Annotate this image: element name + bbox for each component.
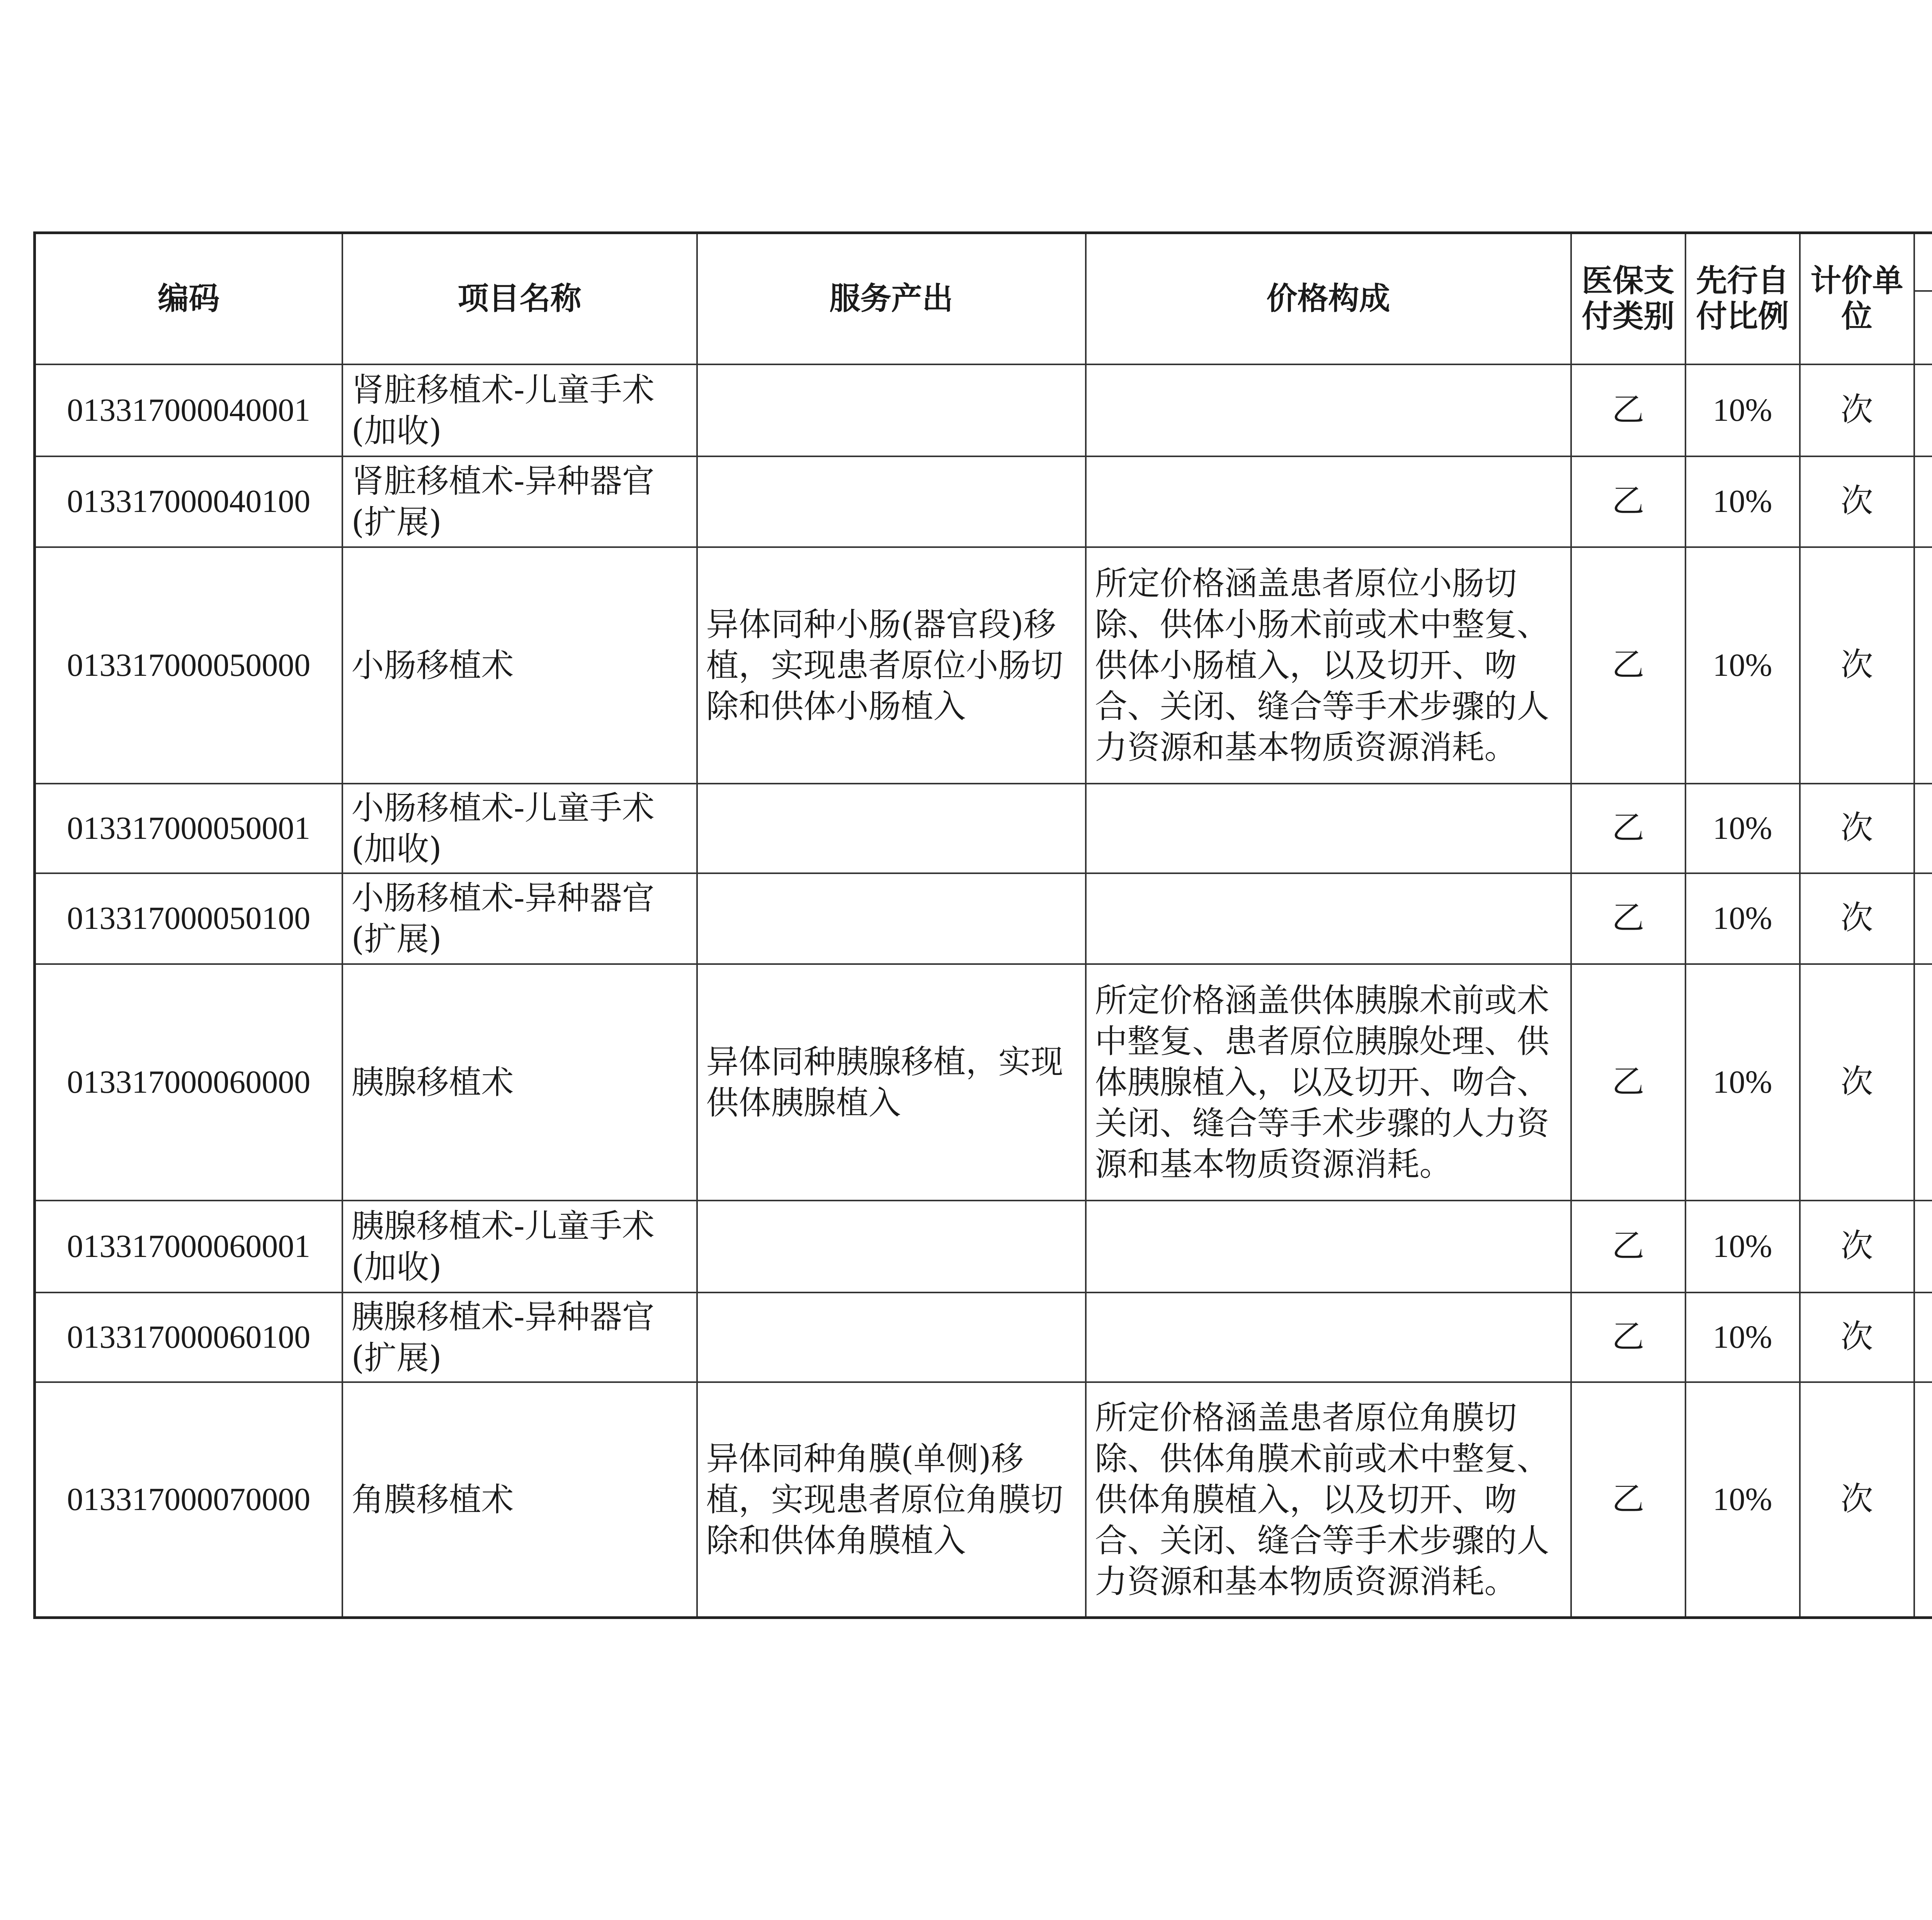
header-composition: 价格构成 [1086,233,1571,364]
table-row [35,784,1932,873]
cell-name: 小肠移植术-儿童手术(加收) [342,784,697,873]
cell-code: 013317000040100 [35,456,342,547]
cell-name: 胰腺移植术 [342,964,697,1201]
cell-code: 013317000070000 [35,1382,342,1618]
cell-composition: 所定价格涵盖供体胰腺术前或术中整复、患者原位胰腺处理、供体胰腺植入，以及切开、吻合、关闭、缝合等手术步骤的人力资源和基本物质资源消耗。 [1086,964,1571,1201]
cell-code: 013317000050000 [35,547,342,784]
cell-composition: 所定价格涵盖患者原位小肠切除、供体小肠术前或术中整复、供体小肠植入，以及切开、吻合、关闭、缝合等手术步骤的人力资源和基本物质资源消耗。 [1086,547,1571,784]
cell-tier3-price [1914,873,1932,964]
cell-name: 肾脏移植术-儿童手术(加收) [342,364,697,456]
header-code: 编码 [35,233,342,364]
cell-selfpay: 10% [1685,1201,1800,1292]
cell-unit: 次 [1800,1292,1914,1382]
cell-service: 异体同种胰腺移植，实现供体胰腺植入 [697,964,1086,1201]
header-insurance: 医保支付类别 [1571,233,1685,364]
cell-unit: 次 [1800,456,1914,547]
cell-name: 小肠移植术 [342,547,697,784]
cell-insurance: 乙 [1571,1382,1685,1618]
cell-composition [1086,456,1571,547]
cell-tier3-price [1914,964,1932,1201]
cell-name: 小肠移植术-异种器官(扩展) [342,873,697,964]
cell-unit: 次 [1800,547,1914,784]
cell-name: 胰腺移植术-儿童手术(加收) [342,1201,697,1292]
cell-composition [1086,1292,1571,1382]
cell-code: 013317000060100 [35,1292,342,1382]
cell-code: 013317000060000 [35,964,342,1201]
table-row [35,364,1932,456]
cell-tier3-price [1914,364,1932,456]
cell-insurance: 乙 [1571,364,1685,456]
cell-selfpay: 10% [1685,873,1800,964]
header-row [35,233,1932,291]
cell-service [697,456,1086,547]
cell-tier3-price [1914,784,1932,873]
cell-code: 013317000050001 [35,784,342,873]
header-unit: 计价单位 [1800,233,1914,364]
cell-unit: 次 [1800,1382,1914,1618]
table-row [35,964,1932,1201]
cell-unit: 次 [1800,1201,1914,1292]
cell-composition [1086,364,1571,456]
cell-service [697,364,1086,456]
cell-composition [1086,784,1571,873]
cell-service: 异体同种角膜(单侧)移植，实现患者原位角膜切除和供体角膜植入 [697,1382,1086,1618]
cell-insurance: 乙 [1571,964,1685,1201]
cell-tier3-price [1914,547,1932,784]
table-row [35,1382,1932,1618]
cell-name: 胰腺移植术-异种器官(扩展) [342,1292,697,1382]
cell-insurance: 乙 [1571,1201,1685,1292]
cell-service [697,1292,1086,1382]
cell-insurance: 乙 [1571,456,1685,547]
cell-composition [1086,1201,1571,1292]
table-row [35,1201,1932,1292]
cell-insurance: 乙 [1571,547,1685,784]
cell-service: 异体同种小肠(器官段)移植，实现患者原位小肠切除和供体小肠植入 [697,547,1086,784]
header-tier3 [1914,291,1932,364]
cell-selfpay: 10% [1685,364,1800,456]
price-table [33,231,1932,1619]
header-price-group [1914,233,1932,291]
cell-code: 013317000040001 [35,364,342,456]
cell-tier3-price [1914,1382,1932,1618]
cell-service [697,784,1086,873]
cell-selfpay: 10% [1685,1292,1800,1382]
cell-unit: 次 [1800,964,1914,1201]
cell-service [697,873,1086,964]
table-body [35,364,1932,1618]
cell-unit: 次 [1800,873,1914,964]
cell-composition [1086,873,1571,964]
cell-unit: 次 [1800,364,1914,456]
table-row [35,456,1932,547]
cell-name: 肾脏移植术-异种器官(扩展) [342,456,697,547]
table-row [35,547,1932,784]
cell-selfpay: 10% [1685,1382,1800,1618]
cell-selfpay: 10% [1685,547,1800,784]
cell-insurance: 乙 [1571,784,1685,873]
cell-unit: 次 [1800,784,1914,873]
cell-selfpay: 10% [1685,964,1800,1201]
cell-code: 013317000050100 [35,873,342,964]
header-name: 项目名称 [342,233,697,364]
cell-tier3-price [1914,1292,1932,1382]
cell-tier3-price [1914,1201,1932,1292]
cell-tier3-price [1914,456,1932,547]
header-service: 服务产出 [697,233,1086,364]
cell-name: 角膜移植术 [342,1382,697,1618]
cell-insurance: 乙 [1571,1292,1685,1382]
cell-insurance: 乙 [1571,873,1685,964]
cell-service [697,1201,1086,1292]
cell-code: 013317000060001 [35,1201,342,1292]
cell-composition: 所定价格涵盖患者原位角膜切除、供体角膜术前或术中整复、供体角膜植入，以及切开、吻合、关闭、缝合等手术步骤的人力资源和基本物质资源消耗。 [1086,1382,1571,1618]
cell-selfpay: 10% [1685,784,1800,873]
table-row [35,873,1932,964]
header-selfpay: 先行自付比例 [1685,233,1800,364]
table-row [35,1292,1932,1382]
cell-selfpay: 10% [1685,456,1800,547]
